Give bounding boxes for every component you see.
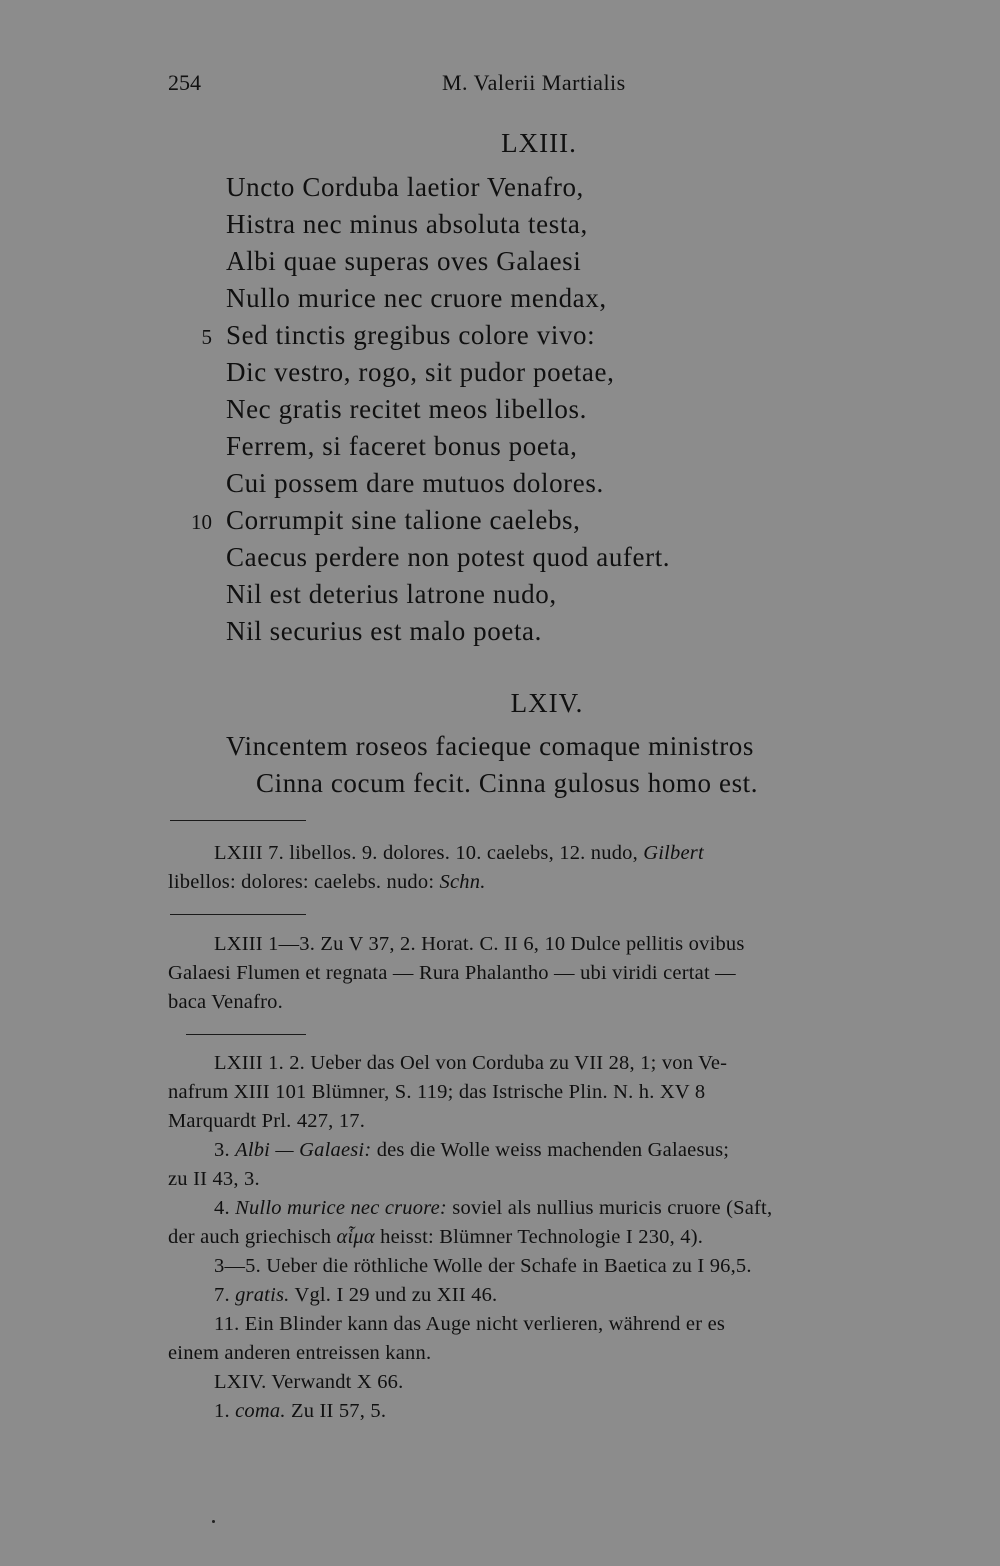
commentary-line bbox=[214, 1197, 772, 1220]
commentary-text: des die Wolle weiss machenden Galaesus; bbox=[376, 1139, 730, 1161]
commentary-lemma: Albi — Galaesi: bbox=[235, 1139, 372, 1161]
commentary-line: LXIV. Verwandt X 66. bbox=[214, 1371, 404, 1393]
poem-title-lxiii: LXIII. bbox=[501, 128, 577, 158]
apparatus-text: libellos: dolores: caelebs. nudo: bbox=[168, 871, 435, 893]
greek-word: αἷμα bbox=[336, 1226, 375, 1248]
commentary-line: LXIII 1. 2. Ueber das Oel von Corduba zu VII 28, 1; von Ve- bbox=[214, 1052, 728, 1074]
verse-line: Ferrem, si faceret bonus poeta, bbox=[226, 431, 578, 461]
separator-rule bbox=[170, 820, 306, 821]
verse-line: Nec gratis recitet meos libellos. bbox=[226, 394, 587, 424]
apparatus-editor: Schn. bbox=[439, 871, 486, 893]
verse-line: Vincentem roseos facieque comaque ministros bbox=[226, 731, 755, 761]
commentary-lemma: gratis. bbox=[235, 1284, 290, 1306]
commentary-line: 3—5. Ueber die röthliche Wolle der Schafe in Baetica zu I 96,5. bbox=[214, 1255, 752, 1277]
verse-line: Caecus perdere non potest quod aufert. bbox=[226, 542, 671, 572]
line-number: 10 bbox=[191, 510, 212, 534]
commentary-line bbox=[168, 1226, 703, 1249]
commentary-line: zu II 43, 3. bbox=[168, 1168, 260, 1190]
commentary-line bbox=[214, 1139, 729, 1162]
commentary-line: Marquardt Prl. 427, 17. bbox=[168, 1110, 366, 1132]
verse-line: Cui possem dare mutuos dolores. bbox=[226, 468, 604, 498]
verse-line: Nullo murice nec cruore mendax, bbox=[226, 283, 607, 313]
commentary-ref: 3. bbox=[214, 1139, 230, 1161]
verse-line: Corrumpit sine talione caelebs, bbox=[226, 505, 581, 535]
line-number: 5 bbox=[201, 325, 212, 349]
apparatus-line bbox=[168, 871, 486, 894]
commentary-line: 11. Ein Blinder kann das Auge nicht verlieren, während er es bbox=[214, 1313, 726, 1335]
commentary-text: Vgl. I 29 und zu XII 46. bbox=[294, 1284, 498, 1306]
commentary-line bbox=[214, 1284, 497, 1307]
commentary-text: soviel als nullius muricis cruore (Saft, bbox=[452, 1197, 773, 1219]
running-title: M. Valerii Martialis bbox=[442, 70, 626, 95]
commentary-lemma: Nullo murice nec cruore: bbox=[235, 1197, 447, 1219]
verse-line: Nil securius est malo poeta. bbox=[226, 616, 542, 646]
commentary-lemma: coma. bbox=[235, 1400, 286, 1422]
verse-line: Uncto Corduba laetior Venafro, bbox=[226, 172, 584, 202]
verse-line: Sed tinctis gregibus colore vivo: bbox=[226, 320, 596, 350]
commentary-text: Zu II 57, 5. bbox=[290, 1400, 387, 1422]
verse-line: Dic vestro, rogo, sit pudor poetae, bbox=[226, 357, 615, 387]
verse-line: Cinna cocum fecit. Cinna gulosus homo est. bbox=[256, 768, 759, 798]
print-speck bbox=[212, 1520, 215, 1523]
verse-line: Albi quae superas oves Galaesi bbox=[226, 246, 582, 276]
separator-rule bbox=[170, 914, 306, 915]
apparatus-editor: Gilbert bbox=[643, 842, 704, 864]
commentary-line bbox=[214, 1400, 386, 1423]
parallel-line: baca Venafro. bbox=[168, 991, 283, 1013]
apparatus-text: LXIII 7. libellos. 9. dolores. 10. caelebs, 12. nudo, bbox=[214, 842, 638, 864]
commentary-ref: 7. bbox=[214, 1284, 230, 1306]
parallel-line: Galaesi Flumen et regnata — Rura Phalantho — ubi viridi certat — bbox=[168, 962, 736, 984]
commentary-line: einem anderen entreissen kann. bbox=[168, 1342, 432, 1364]
apparatus-line bbox=[214, 842, 704, 865]
verse-line: Histra nec minus absoluta testa, bbox=[226, 209, 588, 239]
commentary-line: nafrum XIII 101 Blümner, S. 119; das Istrische Plin. N. h. XV 8 bbox=[168, 1081, 706, 1103]
commentary-ref: 4. bbox=[214, 1197, 230, 1219]
parallel-line: LXIII 1—3. Zu V 37, 2. Horat. C. II 6, 10 Dulce pellitis ovibus bbox=[214, 933, 745, 955]
verse-line: Nil est deterius latrone nudo, bbox=[226, 579, 557, 609]
commentary-text: heisst: Blümner Technologie I 230, 4). bbox=[380, 1226, 704, 1248]
page-number: 254 bbox=[168, 70, 201, 95]
poem-title-lxiv: LXIV. bbox=[510, 688, 584, 718]
commentary-text: der auch griechisch bbox=[168, 1226, 332, 1248]
separator-rule bbox=[186, 1034, 306, 1035]
commentary-ref: 1. bbox=[214, 1400, 230, 1422]
